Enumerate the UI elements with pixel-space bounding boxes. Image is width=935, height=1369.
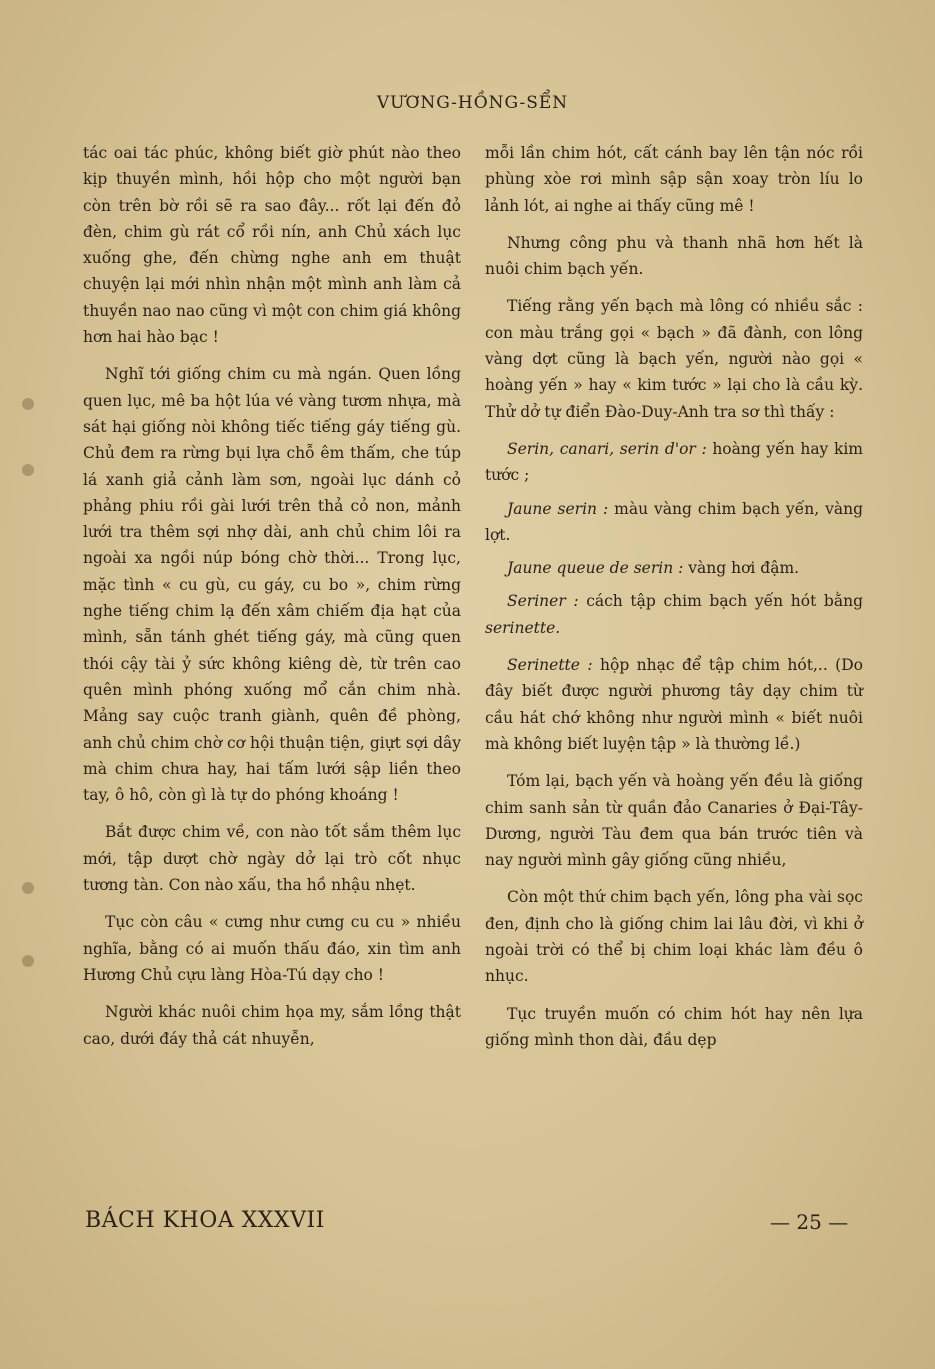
dictionary-italic-word: serinette. [485,618,561,637]
running-header [0,93,935,113]
binding-hole [22,464,34,476]
dictionary-entry [485,555,863,581]
dictionary-definition: cách tập chim bạch yến hót bằng [578,592,863,611]
dictionary-entry [485,652,863,757]
binding-hole [22,398,34,410]
publication-footer: BÁCH KHOA XXXVII [85,1208,325,1233]
paragraph: Tiếng rằng yến bạch mà lông có nhiều sắc : con màu trắng gọi « bạch » đã đành, con lông vàng dợt cũng là bạch yến, người nào gọi « hoàng yến » hay « kim tước » lại cho là cầu kỳ. Thử dở tự điển Đào-Duy-Anh tra sơ thì thấy : [485,297,863,421]
paragraph: mỗi lần chim hót, cất cánh bay lên tận nóc rồi phùng xòe rơi mình sập sận xoay tròn líu lo lảnh lót, ai nghe ai thấy cũng mê ! [485,144,863,215]
paragraph: Còn một thứ chim bạch yến, lông pha vài sọc đen, định cho là giống chim lai lâu đời, vì khi ở ngoài trời có thể bị chim loại khác làm đều ô nhục. [485,888,863,986]
dictionary-term: Serinette : [507,656,593,675]
left-column [83,140,461,1063]
dictionary-definition: hoàng yến hay kim tước ; [485,439,863,485]
paragraph: Tục còn câu « cưng như cưng cu cu » nhiều nghĩa, bằng có ai muốn thấu đáo, xin tìm anh Hương Chủ cựu làng Hòa-Tú dạy cho ! [83,913,461,984]
dictionary-entry [485,436,863,489]
page-number: — 25 — [770,1210,849,1234]
paragraph: Người khác nuôi chim họa my, sắm lồng thật cao, dưới đáy thả cát nhuyễn, [83,1003,461,1048]
dictionary-term: Serin, canari, serin d'or : [507,439,707,458]
dictionary-definition: màu vàng chim bạch yến, vàng lợt. [485,499,863,544]
dictionary-entry [485,588,863,641]
right-column [485,140,863,1064]
dictionary-term: Seriner : [507,592,579,611]
binding-hole [22,955,34,967]
paragraph: tác oai tác phúc, không biết giờ phút nào theo kịp thuyền mình, hồi hộp cho một người bạn còn trên bờ rồi sẽ ra sao đây... rốt lại đến đỏ đèn, chim gù rát cổ rồi nín, anh Chủ xách lục xuống ghe, đến chừng nghe anh em thuật chuyện lại mới nhìn nhận một mình anh làm cả thuyền nao nao cũng vì một con chim giá không hơn hai hào bạc ! [83,144,461,347]
paragraph: Nhưng công phu và thanh nhã hơn hết là nuôi chim bạch yến. [485,233,863,279]
paragraph: Bắt được chim về, con nào tốt sắm thêm lục mới, tập dượt chờ ngày dở lại trò cốt nhục tương tàn. Con nào xấu, tha hồ nhậu nhẹt. [83,823,461,895]
dictionary-entry [485,496,863,549]
running-title: VƯƠNG-HỒNG-SỂN [376,93,569,113]
dictionary-term: Jaune serin : [507,499,609,518]
paragraph: Nghĩ tới giống chim cu mà ngán. Quen lồng quen lục, mê ba hột lúa vé vàng tươm nhựa, mà sát hại giống nòi không tiếc tiếng gáy tiếng gù. Chủ đem ra rừng bụi lựa chỗ êm thấm, che túp lá xanh giả cảnh làm sơn, ngoài lục dánh cỏ phảng phiu rồi gài lưới trên thả cỏ non, mảnh lưới tra thêm sợi nhợ dài, anh chủ chim lôi ra ngoài xa ngồi núp bóng chờ thời... Trong lục, mặc tình « cu gù, cu gáy, cu bo », chim rừng nghe tiếng chim lạ đến xâm chiếm địa hạt của mình, sẵn tánh ghét tiếng gáy, mà cũng quen thói cậy tài ỷ sức không kiêng dè, từ trên cao quên mình phóng xuống mổ cắn chim nhà. Mảng say cuộc tranh giành, quên đề phòng, anh chủ chim chờ cơ hội thuận tiện, giựt sợi dây mà chim chưa hay, hai tấm lưới sập liền theo tay, ô hô, còn gì là tự do phóng khoáng ! [83,365,461,805]
paragraph: Tóm lại, bạch yến và hoàng yến đều là giống chim sanh sản từ quần đảo Canaries ở Đại-Tây-Dương, người Tàu đem qua bán trước tiên và nay người mình gây giống cũng nhiều, [485,772,863,870]
binding-hole [22,882,34,894]
paragraph: Tục truyền muốn có chim hót hay nên lựa giống mình thon dài, đầu dẹp [485,1004,863,1049]
dictionary-definition: vàng hơi đậm. [683,559,800,578]
dictionary-definition: hộp nhạc để tập chim hót,.. (Do đây biết được người phương tây dạy chim từ cầu hát chớ không như người mình « biết nuôi mà không biết luyện tập » là thường lề.) [485,656,863,753]
dictionary-term: Jaune queue de serin : [507,559,684,578]
